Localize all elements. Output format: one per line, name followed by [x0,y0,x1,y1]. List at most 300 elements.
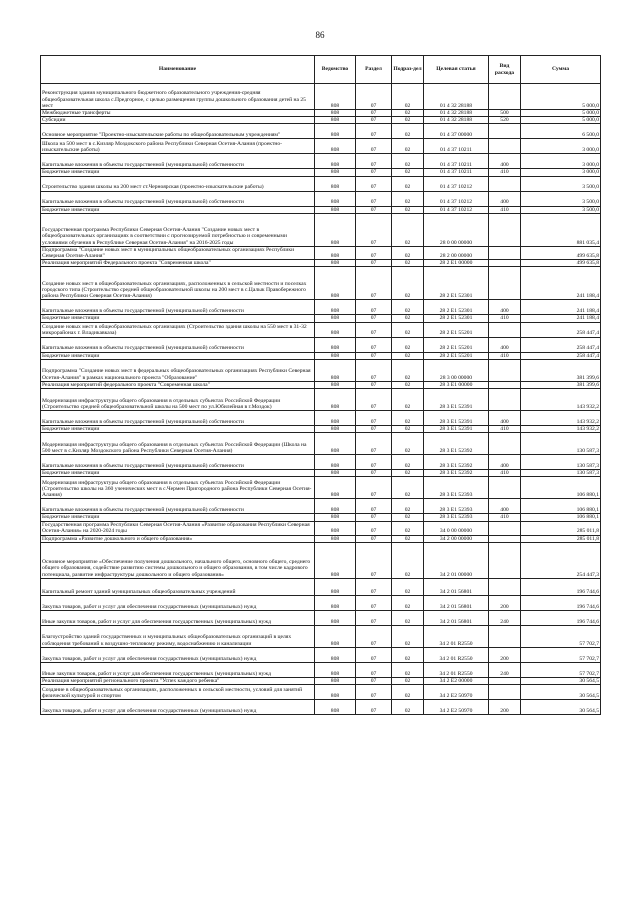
cell-type: 400 [489,455,521,470]
cell-section: 07 [356,685,392,700]
cell-sum: 285 011,8 [521,535,601,542]
cell-target: 28 2 E1 52301 [424,300,489,315]
cell-type: 410 [489,169,521,176]
cell-type [489,176,521,191]
cell-sum: 130 587,3 [521,470,601,477]
table-row [41,359,601,381]
cell-dept: 808 [315,169,356,176]
cell-subsection: 02 [392,677,424,684]
cell-section: 07 [356,610,392,625]
cell-subsection: 02 [392,246,424,259]
cell-target: 34 2 01 00000 [424,542,489,578]
cell-name: Субсидии [41,117,315,124]
cell-name: Модернизация инфраструктуры общего образования в отдельных субъектах Российской Федерации (Школа на 500 мест в с.Кизляр Моздокского района Республики Северная Осетия-Алания) [41,433,315,455]
table-row [41,352,601,359]
cell-section: 07 [356,535,392,542]
cell-sum: 143 932,2 [521,389,601,411]
cell-target: 28 3 E1 52392 [424,455,489,470]
cell-name: Модернизация инфраструктуры общего образования в отдельных субъектах Российской Федерации (Строительство средней общеобразовательной школы на 500 мест по ул.Юбилейная в г.Моздок) [41,389,315,411]
cell-dept: 808 [315,84,356,110]
cell-sum: 241 188,4 [521,267,601,300]
table-row [41,154,601,169]
cell-type: 400 [489,337,521,352]
cell-target: 34 2 01 R2550 [424,647,489,662]
cell-subsection: 02 [392,700,424,715]
cell-name: Капитальные вложения в объекты государственной (муниципальной) собственности [41,499,315,514]
cell-name: Капитальные вложения в объекты государственной (муниципальной) собственности [41,411,315,426]
cell-name: Строительство здания школы на 200 мест ст.Черноярская (проектно-изыскательские работы) [41,176,315,191]
cell-sum: 381 399,6 [521,381,601,388]
cell-name: Бюджетные инвестиции [41,206,315,213]
cell-type: 400 [489,191,521,206]
cell-dept: 808 [315,139,356,154]
table-row [41,110,601,117]
cell-type: 410 [489,470,521,477]
cell-sum: 381 399,6 [521,359,601,381]
cell-target: 28 3 E1 52391 [424,426,489,433]
cell-section: 07 [356,477,392,499]
cell-dept: 808 [315,433,356,455]
cell-section: 07 [356,300,392,315]
header-sum: Сумма [521,56,601,84]
cell-type: 410 [489,315,521,322]
cell-type [489,477,521,499]
table-row [41,470,601,477]
cell-sum: 57 702,7 [521,625,601,647]
cell-section: 07 [356,117,392,124]
cell-dept: 808 [315,595,356,610]
cell-name: Бюджетные инвестиции [41,470,315,477]
cell-section: 07 [356,662,392,677]
cell-name: Капитальные вложения в объекты государственной (муниципальной) собственности [41,455,315,470]
cell-target: 01 4 37 10212 [424,176,489,191]
cell-sum: 130 587,3 [521,455,601,470]
cell-dept: 808 [315,381,356,388]
cell-name: Капитальный ремонт зданий муниципальных общеобразовательных учреждений [41,578,315,595]
cell-section: 07 [356,154,392,169]
cell-sum: 258 447,4 [521,322,601,337]
cell-target: 28 3 E1 52391 [424,411,489,426]
cell-name: Межбюджетные трансферты [41,110,315,117]
cell-sum: 258 447,4 [521,352,601,359]
cell-sum: 5 000,0 [521,117,601,124]
cell-name: Бюджетные инвестиции [41,426,315,433]
cell-subsection: 02 [392,426,424,433]
cell-subsection: 02 [392,578,424,595]
cell-target: 34 2 01 R2550 [424,625,489,647]
cell-target: 28 3 E1 00000 [424,381,489,388]
cell-section: 07 [356,411,392,426]
cell-dept: 808 [315,300,356,315]
cell-name: Капитальные вложения в объекты государственной (муниципальной) собственности [41,337,315,352]
cell-dept: 808 [315,426,356,433]
cell-sum: 258 447,4 [521,337,601,352]
cell-sum: 499 635,8 [521,260,601,267]
cell-type [489,578,521,595]
cell-dept: 808 [315,521,356,535]
table-row [41,213,601,246]
cell-section: 07 [356,595,392,610]
cell-target: 28 3 E1 52392 [424,470,489,477]
cell-dept: 808 [315,700,356,715]
cell-type [489,535,521,542]
cell-section: 07 [356,191,392,206]
cell-sum: 196 744,6 [521,610,601,625]
cell-type: 240 [489,662,521,677]
cell-subsection: 02 [392,389,424,411]
table-row [41,535,601,542]
cell-section: 07 [356,521,392,535]
cell-subsection: 02 [392,685,424,700]
cell-subsection: 02 [392,176,424,191]
cell-dept: 808 [315,359,356,381]
cell-section: 07 [356,433,392,455]
cell-sum: 3 500,0 [521,206,601,213]
table-row [41,191,601,206]
cell-subsection: 02 [392,499,424,514]
cell-section: 07 [356,578,392,595]
cell-section: 07 [356,455,392,470]
cell-name: Благоустройство зданий государственных и муниципальных общеобразовательных организаций в целях соблюдения требований к воздушно-тепловому режиму, водоснабжению и канализации [41,625,315,647]
cell-subsection: 02 [392,300,424,315]
cell-target: 28 3 E1 52393 [424,477,489,499]
cell-section: 07 [356,213,392,246]
cell-type [489,685,521,700]
cell-subsection: 02 [392,381,424,388]
cell-sum: 5 000,0 [521,84,601,110]
page-number: 86 [315,30,325,40]
cell-name: Школа на 500 мест в с.Кизляр Моздокского района Республики Северная Осетия-Алания (проектно-изыскательские работы) [41,139,315,154]
cell-type: 240 [489,610,521,625]
cell-dept: 808 [315,477,356,499]
cell-section: 07 [356,426,392,433]
cell-dept: 808 [315,213,356,246]
cell-type [489,625,521,647]
table-row [41,455,601,470]
table-row [41,206,601,213]
cell-name: Бюджетные инвестиции [41,315,315,322]
cell-section: 07 [356,514,392,521]
cell-dept: 808 [315,267,356,300]
cell-target: 34 2 00 00000 [424,535,489,542]
cell-subsection: 02 [392,169,424,176]
cell-dept: 808 [315,578,356,595]
table-row [41,267,601,300]
cell-target: 28 2 00 00000 [424,246,489,259]
cell-sum: 241 188,4 [521,315,601,322]
cell-dept: 808 [315,647,356,662]
cell-sum: 30 564,5 [521,700,601,715]
table-row [41,411,601,426]
cell-subsection: 02 [392,110,424,117]
cell-target: 28 3 E1 52393 [424,514,489,521]
cell-sum: 106 880,1 [521,477,601,499]
cell-sum: 3 000,0 [521,139,601,154]
cell-name: Капитальные вложения в объекты государственной (муниципальной) собственности [41,191,315,206]
cell-type: 200 [489,647,521,662]
cell-target: 01 4 37 10212 [424,191,489,206]
cell-name: Создание новых мест в общеобразовательных организациях, расположенных в сельской местности и поселках городского типа (Строительство средней общеобразовательной школы на 200 мест в с.Цалык Правобережного района Республики Северная Осетия-Алания) [41,267,315,300]
table-row [41,685,601,700]
cell-target: 01 4 37 10212 [424,206,489,213]
cell-subsection: 02 [392,433,424,455]
cell-dept: 808 [315,124,356,139]
cell-target: 01 4 37 10211 [424,154,489,169]
table-header [41,56,601,84]
cell-section: 07 [356,260,392,267]
budget-table [40,55,601,715]
cell-type: 400 [489,154,521,169]
table-row [41,542,601,578]
cell-subsection: 02 [392,411,424,426]
cell-name: Подпрограмма "Создание новых мест в федеральных общеобразовательных организациях Республики Северная Осетия-Алания" в рамках национального проекта "Образование" [41,359,315,381]
cell-type: 400 [489,300,521,315]
table-row [41,246,601,259]
cell-subsection: 02 [392,535,424,542]
cell-dept: 808 [315,191,356,206]
cell-name: Подпрограмма "Создание новых мест в муниципальных общеобразовательных организациях Республики Северная Осетия-Алания" [41,246,315,259]
cell-section: 07 [356,700,392,715]
table-row [41,389,601,411]
cell-name: Закупка товаров, работ и услуг для обеспечения государственных (муниципальных) нужд [41,595,315,610]
cell-section: 07 [356,139,392,154]
cell-name: Государственная программа Республики Северная Осетия-Алания «Развитие образования Республики Северная Осетия-Алания» на 2020-2024 годы [41,521,315,535]
cell-target: 34 2 E2 50970 [424,685,489,700]
cell-section: 07 [356,542,392,578]
cell-name: Государственная программа Республики Северная Осетия-Алания "Создание новых мест в общеобразовательных организациях в соответствии с прогнозируемой потребностью и современными условиями обучения в Республике Северная Осетия-Алания" на 2016-2025 годы [41,213,315,246]
cell-type: 410 [489,206,521,213]
cell-name: Реализация мероприятий федерального проекта "Современная школа" [41,381,315,388]
cell-dept: 808 [315,470,356,477]
cell-type [489,84,521,110]
cell-section: 07 [356,322,392,337]
cell-subsection: 02 [392,322,424,337]
cell-target: 28 2 E1 00000 [424,260,489,267]
table-row [41,381,601,388]
table-row [41,84,601,110]
cell-dept: 808 [315,535,356,542]
table-row [41,610,601,625]
cell-target: 28 3 E1 52392 [424,433,489,455]
table-row [41,260,601,267]
cell-type: 200 [489,700,521,715]
cell-target: 28 3 E1 52391 [424,389,489,411]
cell-sum: 254 447,3 [521,542,601,578]
cell-name: Основное мероприятие "Проектно-изыскательские работы по общеобразовательным учреждениям" [41,124,315,139]
cell-target: 34 2 E2 50970 [424,700,489,715]
cell-type [489,322,521,337]
cell-dept: 808 [315,685,356,700]
cell-sum: 30 564,5 [521,677,601,684]
header-name: Наименование [41,56,315,84]
cell-section: 07 [356,499,392,514]
cell-target: 34 2 01 56801 [424,595,489,610]
cell-subsection: 02 [392,139,424,154]
cell-type [489,260,521,267]
table-row [41,300,601,315]
header-type: Вид расхода [489,56,521,84]
cell-sum: 5 000,0 [521,110,601,117]
header-dept: Ведомство [315,56,356,84]
table-row [41,677,601,684]
table-row [41,700,601,715]
cell-name: Капитальные вложения в объекты государственной (муниципальной) собственности [41,300,315,315]
cell-dept: 808 [315,246,356,259]
cell-sum: 3 000,0 [521,154,601,169]
cell-subsection: 02 [392,662,424,677]
cell-sum: 30 564,5 [521,685,601,700]
cell-name: Реализация мероприятий Федерального проекта "Современная школа" [41,260,315,267]
table-row [41,662,601,677]
cell-subsection: 02 [392,117,424,124]
cell-name: Бюджетные инвестиции [41,514,315,521]
cell-subsection: 02 [392,647,424,662]
cell-name: Модернизация инфраструктуры общего образования в отдельных субъектах Российской Федерации (Строительство школы на 360 ученических мест в с.Чермен Пригородного района Республики Северная Осетия-Алания) [41,477,315,499]
cell-sum: 143 932,2 [521,426,601,433]
cell-target: 28 2 E1 55201 [424,352,489,359]
cell-section: 07 [356,267,392,300]
cell-name: Бюджетные инвестиции [41,169,315,176]
cell-section: 07 [356,169,392,176]
table-row [41,595,601,610]
cell-subsection: 02 [392,521,424,535]
table-row [41,315,601,322]
cell-dept: 808 [315,352,356,359]
cell-target: 01 4 37 00000 [424,124,489,139]
cell-dept: 808 [315,260,356,267]
cell-type: 410 [489,426,521,433]
cell-sum: 3 500,0 [521,191,601,206]
cell-dept: 808 [315,499,356,514]
cell-sum: 241 188,4 [521,300,601,315]
cell-dept: 808 [315,514,356,521]
header-subsection: Подраз-дел [392,56,424,84]
cell-sum: 57 702,7 [521,647,601,662]
header-section: Раздел [356,56,392,84]
cell-sum: 3 000,0 [521,169,601,176]
cell-subsection: 02 [392,154,424,169]
cell-dept: 808 [315,322,356,337]
cell-section: 07 [356,389,392,411]
cell-sum: 285 011,8 [521,521,601,535]
cell-sum: 196 744,6 [521,595,601,610]
cell-dept: 808 [315,411,356,426]
cell-dept: 808 [315,662,356,677]
cell-type [489,433,521,455]
cell-section: 07 [356,337,392,352]
cell-type [489,677,521,684]
cell-sum: 106 880,1 [521,514,601,521]
cell-subsection: 02 [392,213,424,246]
table-row [41,433,601,455]
table-row [41,169,601,176]
table-row [41,139,601,154]
cell-dept: 808 [315,154,356,169]
cell-name: Создание новых мест в общеобразовательных организациях (Строительство здания школы на 550 мест в 31-32 микрорайонах г. Владикавказа) [41,322,315,337]
cell-name: Закупка товаров, работ и услуг для обеспечения государственных (муниципальных) нужд [41,647,315,662]
cell-section: 07 [356,124,392,139]
cell-subsection: 02 [392,315,424,322]
cell-sum: 143 932,2 [521,411,601,426]
cell-dept: 808 [315,110,356,117]
cell-dept: 808 [315,625,356,647]
cell-type [489,381,521,388]
cell-subsection: 02 [392,206,424,213]
cell-dept: 808 [315,455,356,470]
cell-subsection: 02 [392,542,424,578]
cell-section: 07 [356,315,392,322]
cell-name: Закупка товаров, работ и услуг для обеспечения государственных (муниципальных) нужд [41,700,315,715]
cell-target: 28 2 E1 52301 [424,315,489,322]
table-row [41,124,601,139]
cell-name: Основное мероприятие «Обеспечение получения дошкольного, начального общего, основного общего, среднего общего образования, содействие развитию системы дошкольного и общего образования, в том числе кадрового потенциала, развитие инфраструктуры дошкольного и общего образования» [41,542,315,578]
cell-subsection: 02 [392,359,424,381]
cell-section: 07 [356,381,392,388]
cell-subsection: 02 [392,352,424,359]
cell-type [489,542,521,578]
cell-type [489,521,521,535]
cell-name: Бюджетные инвестиции [41,352,315,359]
cell-subsection: 02 [392,260,424,267]
table-row [41,477,601,499]
cell-type [489,389,521,411]
table-row [41,322,601,337]
cell-target: 01 4 37 10211 [424,169,489,176]
cell-name: Создание в общеобразовательных организациях, расположенных в сельской местности, условий для занятий физической культурой и спортом [41,685,315,700]
cell-sum: 106 880,1 [521,499,601,514]
cell-subsection: 02 [392,610,424,625]
cell-target: 28 3 00 00000 [424,359,489,381]
table-row [41,337,601,352]
cell-dept: 808 [315,117,356,124]
cell-subsection: 02 [392,191,424,206]
cell-section: 07 [356,84,392,110]
cell-sum: 196 744,6 [521,578,601,595]
cell-dept: 808 [315,677,356,684]
cell-subsection: 02 [392,470,424,477]
header-target: Целевая статья [424,56,489,84]
cell-type: 410 [489,514,521,521]
cell-subsection: 02 [392,477,424,499]
cell-type [489,267,521,300]
table-row [41,578,601,595]
cell-target: 34 2 01 56801 [424,610,489,625]
table-row [41,514,601,521]
cell-target: 28 2 E1 55201 [424,322,489,337]
cell-target: 34 2 E2 00000 [424,677,489,684]
cell-name: Реализация мероприятий регионального проекта "Успех каждого ребенка" [41,677,315,684]
cell-type: 400 [489,411,521,426]
cell-type: 500 [489,110,521,117]
cell-dept: 808 [315,389,356,411]
cell-section: 07 [356,246,392,259]
cell-target: 34 2 01 56801 [424,578,489,595]
cell-target: 01 4 32 28188 [424,110,489,117]
cell-name: Подпрограмма «Развитие дошкольного и общего образования» [41,535,315,542]
cell-type [489,246,521,259]
cell-type: 400 [489,499,521,514]
cell-subsection: 02 [392,625,424,647]
cell-sum: 499 635,8 [521,246,601,259]
cell-section: 07 [356,359,392,381]
cell-section: 07 [356,110,392,117]
cell-name: Иные закупки товаров, работ и услуг для обеспечения государственных (муниципальных) нужд [41,662,315,677]
cell-dept: 808 [315,610,356,625]
table-row [41,176,601,191]
cell-subsection: 02 [392,124,424,139]
cell-target: 34 2 01 R2550 [424,662,489,677]
cell-sum: 881 035,4 [521,213,601,246]
